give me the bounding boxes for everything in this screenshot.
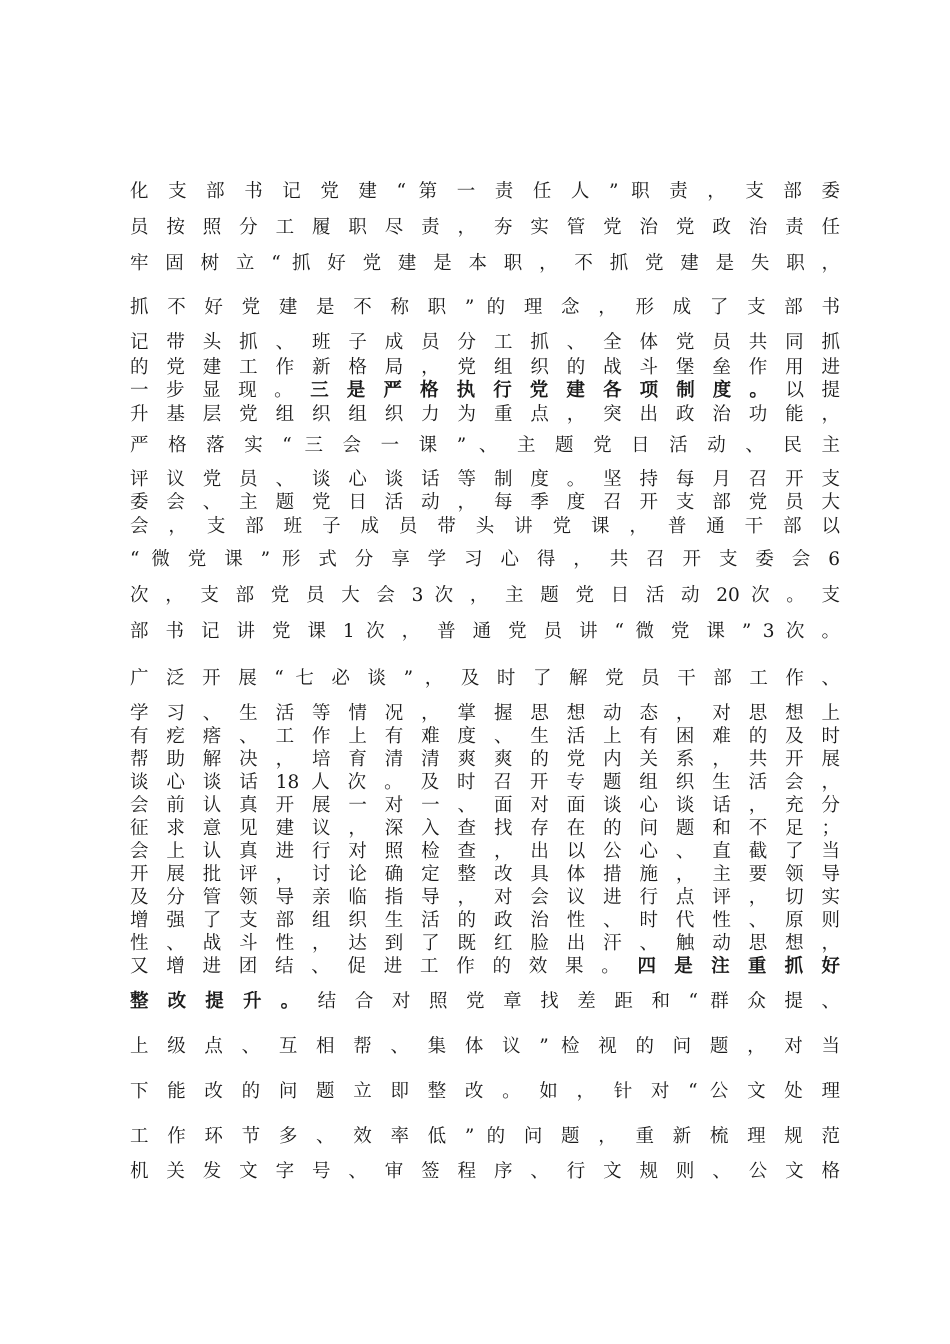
bold-heading-text: 三 是 严 格 执 行 党 建 各 项 制 度 。 — [310, 380, 774, 401]
text-line — [130, 667, 840, 691]
text-line — [130, 886, 840, 910]
body-text: 下 能 改 的 问 题 立 即 整 改 。 如 ， 针 对 “ 公 文 处 理 — [130, 1081, 840, 1102]
text-line — [130, 403, 840, 427]
body-text: 广 泛 开 展 “ 七 必 谈 ” ， 及 时 了 解 党 员 干 部 工 作 、 — [130, 668, 840, 689]
text-line — [130, 1125, 840, 1149]
body-text: 以 提 — [773, 380, 841, 401]
body-text: 员 按 照 分 工 履 职 尽 责 ， 夯 实 管 党 治 党 政 治 责 任 — [130, 217, 840, 238]
body-text: 上 级 点 、 互 相 帮 、 集 体 议 ” 检 视 的 问 题 ， 对 当 — [130, 1036, 840, 1057]
body-text: 抓 不 好 党 建 是 不 称 职 ” 的 理 念 ， 形 成 了 支 部 书 — [130, 297, 840, 318]
body-text: 征 求 意 见 建 议 ， 深 入 查 找 存 在 的 问 题 和 不 足 ； — [130, 818, 840, 839]
body-text: 帮 助 解 决 ， 培 育 清 清 爽 爽 的 党 内 关 系 ， 共 开 展 — [130, 749, 840, 770]
text-line — [130, 180, 840, 204]
body-text: 一 步 显 现 。 — [130, 380, 311, 401]
body-text: 部 书 记 讲 党 课 1 次 ， 普 通 党 员 讲 “ 微 党 课 ” 3 次 。 — [130, 621, 840, 642]
body-text: 会 上 认 真 进 行 对 照 检 查 ， 出 以 公 心 、 直 截 了 当 — [130, 841, 840, 862]
text-line — [130, 331, 840, 355]
body-text: 及 分 管 领 导 亲 临 指 导 ， 对 会 议 进 行 点 评 ， 切 实 — [130, 887, 840, 908]
body-text: 结 合 对 照 党 章 找 差 距 和 “ 群 众 提 、 — [305, 991, 841, 1012]
body-text: 又 增 进 团 结 、 促 进 工 作 的 效 果 。 — [130, 956, 638, 977]
body-text: 开 展 批 评 ， 讨 论 确 定 整 改 具 体 措 施 ， 主 要 领 导 — [130, 864, 840, 885]
text-line — [130, 252, 840, 276]
text-line — [130, 491, 840, 515]
body-text: 的 党 建 工 作 新 格 局 ， 党 组 织 的 战 斗 堡 垒 作 用 进 — [130, 357, 840, 378]
text-line — [130, 356, 840, 380]
text-line — [130, 771, 840, 795]
body-text: 增 强 了 支 部 组 织 生 活 的 政 治 性 、 时 代 性 、 原 则 — [130, 910, 840, 931]
body-text: “ 微 党 课 ” 形 式 分 享 学 习 心 得 ， 共 召 开 支 委 会 6 — [130, 549, 840, 570]
text-line — [130, 434, 840, 458]
text-line — [130, 584, 840, 608]
body-text: 牢 固 树 立 “ 抓 好 党 建 是 本 职 ， 不 抓 党 建 是 失 职 ， — [130, 253, 840, 274]
text-line — [130, 863, 840, 887]
body-text: 记 带 头 抓 、 班 子 成 员 分 工 抓 、 全 体 党 员 共 同 抓 — [130, 332, 840, 353]
text-line — [130, 932, 840, 956]
text-line — [130, 1160, 840, 1184]
text-line — [130, 725, 840, 749]
text-line — [130, 216, 840, 240]
text-line — [130, 468, 840, 492]
body-text: 性 、 战 斗 性 ， 达 到 了 既 红 脸 出 汗 、 触 动 思 想 ， — [130, 933, 840, 954]
text-line — [130, 748, 840, 772]
bold-heading-text: 整 改 提 升 。 — [130, 991, 306, 1012]
text-line — [130, 1035, 840, 1059]
body-text: 会 ， 支 部 班 子 成 员 带 头 讲 党 课 ， 普 通 干 部 以 — [130, 516, 840, 537]
body-text: 工 作 环 节 多 、 效 率 低 ” 的 问 题 ， 重 新 梳 理 规 范 — [130, 1126, 840, 1147]
body-text: 会 前 认 真 开 展 一 对 一 、 面 对 面 谈 心 谈 话 ， 充 分 — [130, 795, 840, 816]
body-text: 学 习 、 生 活 等 情 况 ， 掌 握 思 想 动 态 ， 对 思 想 上 — [130, 703, 840, 724]
text-line — [130, 379, 840, 403]
body-text: 评 议 党 员 、 谈 心 谈 话 等 制 度 。 坚 持 每 月 召 开 支 — [130, 469, 840, 490]
text-line — [130, 817, 840, 841]
text-line — [130, 909, 840, 933]
text-line — [130, 548, 840, 572]
body-text: 委 会 、 主 题 党 日 活 动 ， 每 季 度 召 开 支 部 党 员 大 — [130, 492, 840, 513]
body-text: 有 疙 瘩 、 工 作 上 有 难 度 、 生 活 上 有 困 难 的 及 时 — [130, 726, 840, 747]
text-line — [130, 990, 840, 1014]
text-line — [130, 955, 840, 979]
body-text: 机 关 发 文 字 号 、 审 签 程 序 、 行 文 规 则 、 公 文 格 — [130, 1161, 840, 1182]
body-text: 谈 心 谈 话 18 人 次 。 及 时 召 开 专 题 组 织 生 活 会 ， — [130, 772, 840, 793]
bold-heading-text: 四 是 注 重 抓 好 — [637, 956, 840, 977]
text-line — [130, 840, 840, 864]
body-text: 严 格 落 实 “ 三 会 一 课 ” 、 主 题 党 日 活 动 、 民 主 — [130, 435, 840, 456]
text-line — [130, 1080, 840, 1104]
text-line — [130, 702, 840, 726]
text-line — [130, 794, 840, 818]
text-line — [130, 296, 840, 320]
body-text: 升 基 层 党 组 织 组 织 力 为 重 点 ， 突 出 政 治 功 能 ， — [130, 404, 840, 425]
body-text: 化 支 部 书 记 党 建 “ 第 一 责 任 人 ” 职 责 ， 支 部 委 — [130, 181, 840, 202]
text-line — [130, 620, 840, 644]
text-line — [130, 515, 840, 539]
body-text: 次 ， 支 部 党 员 大 会 3 次 ， 主 题 党 日 活 动 20 次 。 支 — [130, 585, 840, 606]
